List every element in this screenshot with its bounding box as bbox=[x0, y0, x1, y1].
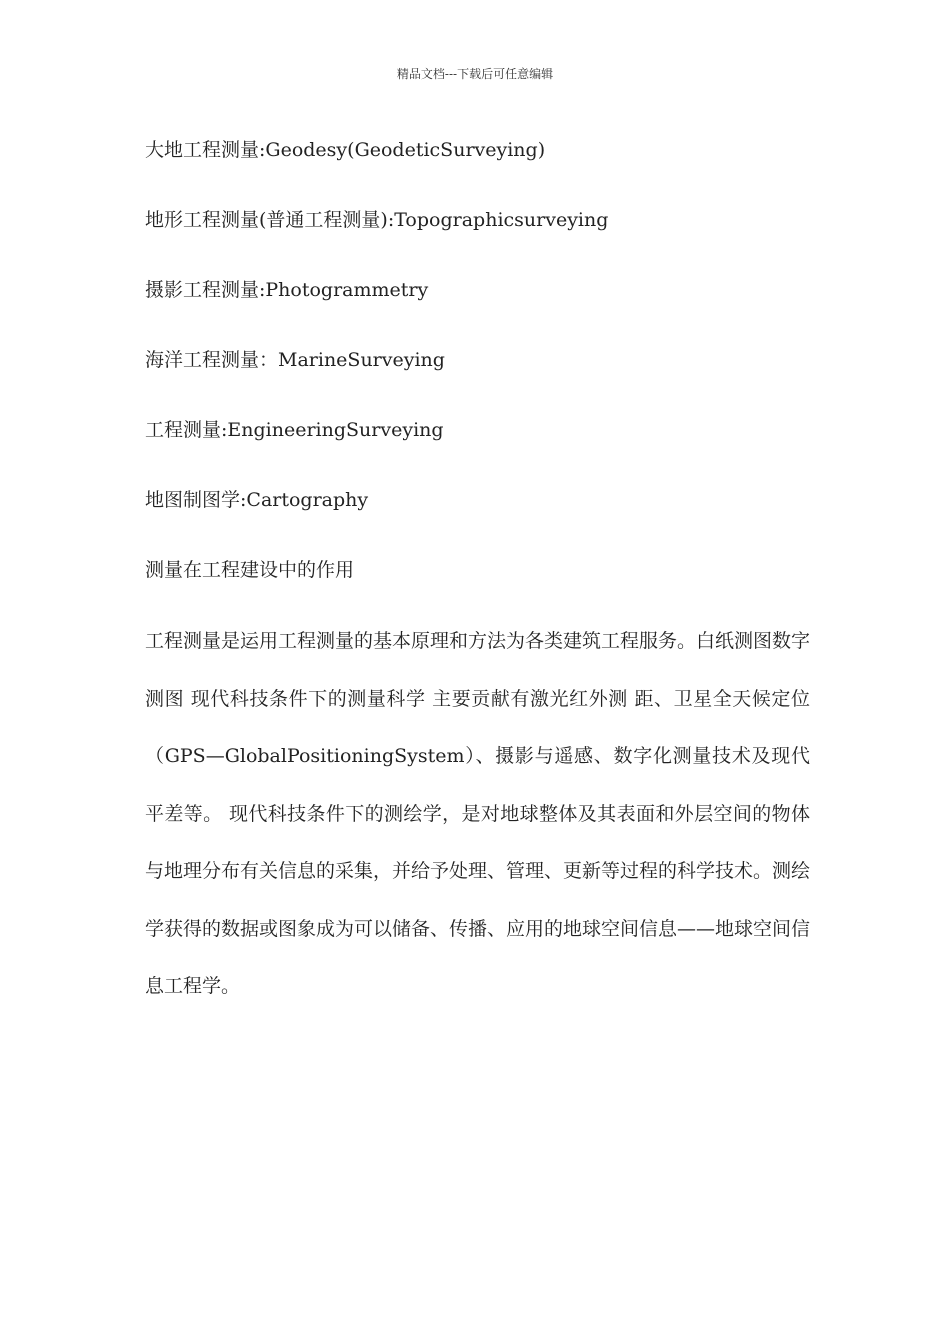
term-cartography: 地图制图学:Cartography bbox=[145, 489, 369, 511]
term-marine-surveying: 海洋工程测量：MarineSurveying bbox=[145, 349, 445, 371]
page-header: 精品文档---下载后可任意编辑 bbox=[396, 67, 554, 81]
term-topographic-surveying: 地形工程测量(普通工程测量):Topographicsurveying bbox=[145, 209, 609, 231]
document-content bbox=[145, 136, 810, 1016]
section-heading: 测量在工程建设中的作用 bbox=[145, 559, 355, 581]
term-engineering-surveying: 工程测量:EngineeringSurveying bbox=[145, 419, 444, 441]
term-geodesy: 大地工程测量:Geodesy(GeodeticSurveying) bbox=[145, 139, 546, 161]
body-paragraph: 工程测量是运用工程测量的基本原理和方法为各类建筑工程服务。白纸测图数字测图 现代科技条件下的测量科学 主要贡献有激光红外测 距、卫星全天候定位（GPS—GlobalPositioningSystem）、摄影与遥感、数字化测量技术及现代平差等。 现代科技条件下的测绘学，是对地球整体及其表面和外层空间的物体与地理分布有关信息的采集，并给予处理、管理、更新等过程的科学技术。测绘学获得的数据或图象成为可以储备、传播、应用的地球空间信息——地球空间信息工程学。 bbox=[145, 630, 811, 997]
term-photogrammetry: 摄影工程测量:Photogrammetry bbox=[145, 279, 429, 301]
